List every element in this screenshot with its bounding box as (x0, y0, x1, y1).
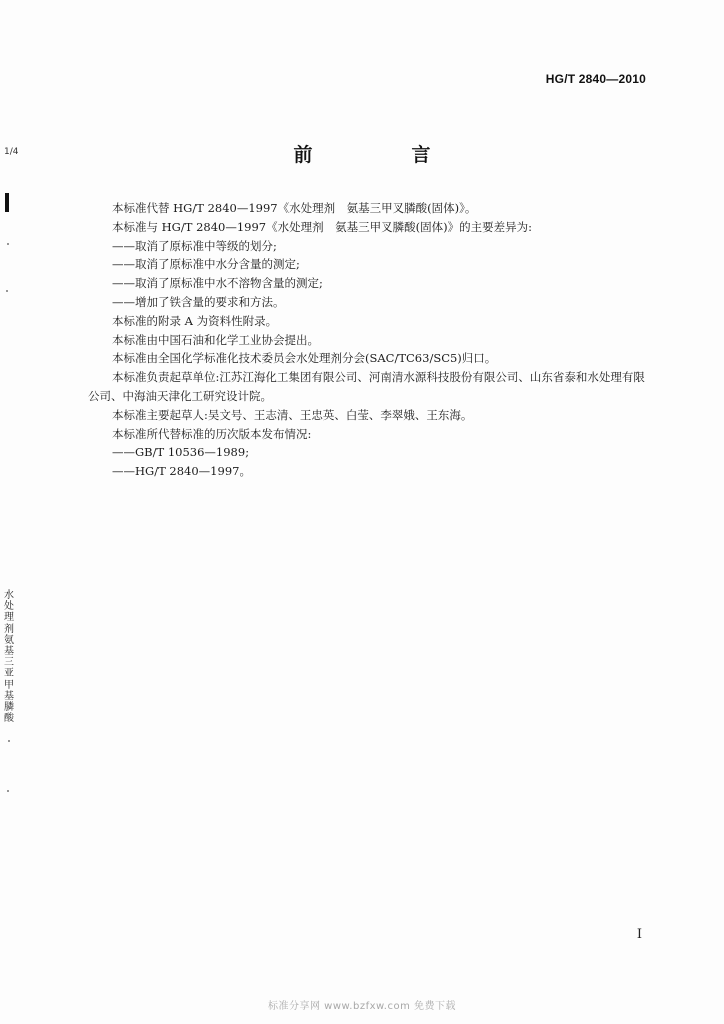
paragraph: 本标准的附录 A 为资料性附录。 (112, 313, 278, 328)
paragraph: 本标准所代替标准的历次版本发布情况: (112, 426, 312, 441)
list-item: ——GB/T 10536—1989; (112, 445, 250, 460)
list-item: ——取消了原标准中等级的划分; (112, 238, 277, 253)
standard-code: HG/T 2840—2010 (545, 72, 646, 86)
page-title: 前 言 (293, 144, 471, 166)
paragraph: 本标准负责起草单位:江苏江海化工集团有限公司、河南清水源科技股份有限公司、山东省泰和水处理有限公司、中海油天津化工研究设计院。 (88, 370, 645, 403)
list-item: ——HG/T 2840—1997。 (112, 464, 251, 479)
watermark: 标准分享网 www.bzfxw.com 免费下载 (268, 1001, 456, 1012)
scan-speck (8, 740, 10, 742)
list-item: ——取消了原标准中水不溶物含量的测定; (112, 276, 323, 291)
list-item: ——取消了原标准中水分含量的测定; (112, 257, 300, 272)
paragraph: 本标准与 HG/T 2840—1997《水处理剂 氨基三甲叉膦酸(固体)》的主要差异为: (112, 219, 532, 234)
page-number: I (636, 927, 642, 942)
paragraph: 本标准由中国石油和化学工业协会提出。 (112, 332, 319, 347)
scan-speck (7, 243, 9, 245)
scan-speck (7, 790, 9, 792)
scan-speck (6, 290, 8, 292)
spine-title: 水处理剂 氨基三亚甲基膦酸 (4, 590, 24, 725)
paragraph: 本标准主要起草人:吴文号、王志清、王忠英、白莹、李翠娥、王东海。 (112, 407, 473, 422)
list-item: ——增加了铁含量的要求和方法。 (112, 294, 285, 309)
paragraph: 本标准代替 HG/T 2840—1997《水处理剂 氨基三甲叉膦酸(固体)》。 (112, 201, 477, 215)
side-fraction-mark: 1/4 (4, 147, 19, 157)
binding-mark (5, 193, 9, 212)
paragraph: 本标准由全国化学标准化技术委员会水处理剂分会(SAC/TC63/SC5)归口。 (112, 351, 497, 366)
foreword-body (88, 199, 654, 481)
